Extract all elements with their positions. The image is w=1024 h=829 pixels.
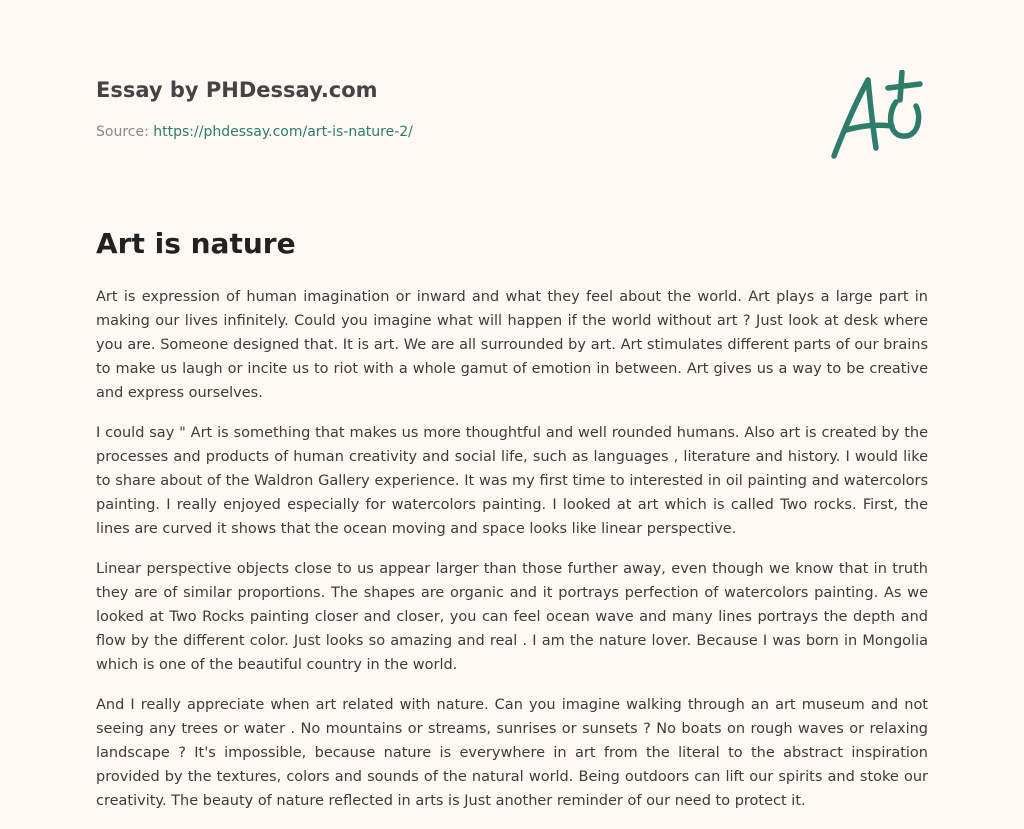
paragraph: Art is expression of human imagination or inward and what they feel about the world. Art plays a large part in making our lives infinitely. Could you imagine what will happen if the world without art ? Just look at desk where you are. Someone designed that. It is art. We are all surrounded by art. Art stimulates different parts of our brains to make us laugh or incite us to riot with a whole gamut of emotion in between. Art gives us a way to be creative and express ourselves. xyxy=(96,289,928,401)
paragraph: And I really appreciate when art related with nature. Can you imagine walking through an art museum and not seeing any trees or water . No mountains or streams, sunrises or sunsets ? No boats on rough waves or relaxing landscape ? It's impossible, because nature is everywhere in art from the literal to the abstract inspiration provided by the textures, colors and sounds of the natural world. Being outdoors can lift our spirits and stoke our creativity. The beauty of nature reflected in arts is Just another reminder of our need to protect it. xyxy=(96,697,928,809)
source-label: Source: xyxy=(96,124,154,140)
paragraph: I could say " Art is something that makes us more thoughtful and well rounded humans. Also art is created by the processes and products of human creativity and social life, such as languages , literature and history. I would like to share about of the Waldron Gallery experience. It was my first time to interested in oil painting and watercolors painting. I really enjoyed especially for watercolors painting. I looked at art which is called Two rocks. First, the lines are curved it shows that the ocean moving and space looks like linear perspective. xyxy=(96,425,928,537)
site-title: Essay by PHDessay.com xyxy=(96,78,378,102)
source-link[interactable]: https://phdessay.com/art-is-nature-2/ xyxy=(153,124,413,140)
article-title: Art is nature xyxy=(96,227,296,260)
a-plus-logo-icon xyxy=(826,70,926,162)
page-header xyxy=(96,72,928,172)
paragraph: Linear perspective objects close to us appear larger than those further away, even though we know that in truth they are of similar proportions. The shapes are organic and it portrays perfection of watercolors painting. As we looked at Two Rocks painting closer and closer, you can feel ocean wave and many lines portrays the depth and flow by the different color. Just looks so amazing and real . I am the nature lover. Because I was born in Mongolia which is one of the beautiful country in the world. xyxy=(96,561,928,673)
article-body xyxy=(96,285,928,829)
source-line xyxy=(96,122,413,142)
essay-page xyxy=(96,0,928,828)
